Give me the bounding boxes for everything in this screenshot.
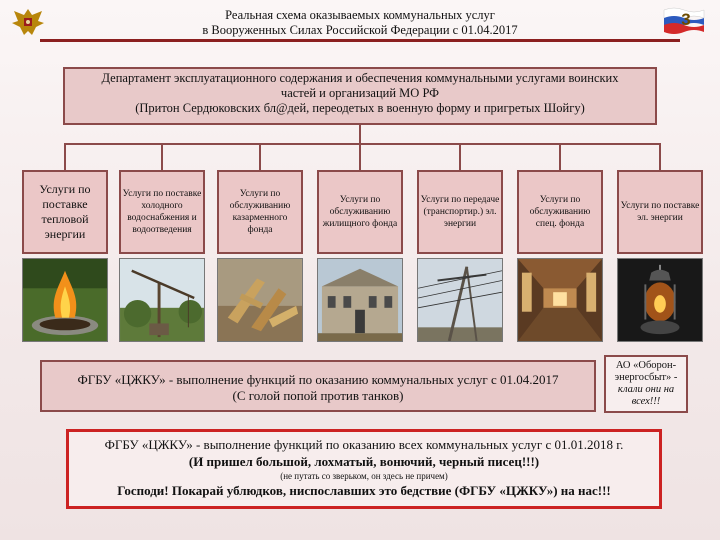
service-box-water xyxy=(119,170,205,254)
service-label: Услуги по обслуживанию спец. фонда xyxy=(529,195,591,229)
service-box-housing xyxy=(317,170,403,254)
service-label: Услуги по поставке эл. энергии xyxy=(620,201,700,223)
connector-drop xyxy=(64,143,66,171)
connector-drop xyxy=(459,143,461,171)
department-line-2: частей и организаций МО РФ xyxy=(280,86,440,100)
ao-line-4: всех!!! xyxy=(631,396,661,407)
service-label: Услуги по обслуживанию казарменного фонда xyxy=(229,189,291,235)
service-box-power-transmission xyxy=(417,170,503,254)
page-number: 3 xyxy=(681,10,691,29)
power-pole-photo xyxy=(417,258,503,342)
ao-line-2: энергосбыт» - xyxy=(614,372,678,383)
broken-furniture-photo xyxy=(217,258,303,342)
connector-drop xyxy=(659,143,661,171)
service-box-heat xyxy=(22,170,108,254)
ao-line-3: клали они на xyxy=(617,384,675,395)
title-line-2: в Вооруженных Силах Российской Федерации с 01.04.2017 xyxy=(202,23,518,37)
ao-box xyxy=(604,355,688,413)
department-line-1: Департамент эксплуатационного содержания и обеспечения коммунальными услугами воинских xyxy=(101,71,619,85)
well-photo xyxy=(119,258,205,342)
ruined-room-photo xyxy=(517,258,603,342)
title-line-1: Реальная схема оказываемых коммунальных услуг xyxy=(225,8,495,22)
connector-drop xyxy=(559,143,561,171)
bonfire-photo xyxy=(22,258,108,342)
final-line-4: Господи! Покарай ублюдков, ниспославших это бедствие (ФГБУ «ЦЖКУ») на нас!!! xyxy=(117,483,611,498)
final-line-1: ФГБУ «ЦЖКУ» - выполнение функций по оказанию всех коммунальных услуг с 01.01.2018 г. xyxy=(104,437,624,452)
header-divider xyxy=(40,39,680,42)
fgbu-box xyxy=(40,360,596,412)
service-label: Услуги по поставке тепловой энергии xyxy=(39,182,91,241)
eagle-emblem-icon xyxy=(8,5,48,39)
final-line-3: (не путать со зверьком, он здесь не причем) xyxy=(280,471,448,481)
service-label: Услуги по передаче (транспортир.) эл. энергии xyxy=(420,195,500,229)
fgbu-line-1: ФГБУ «ЦЖКУ» - выполнение функций по оказанию коммунальных услуг с 01.04.2017 xyxy=(77,372,559,387)
department-box xyxy=(63,67,657,125)
connector-bus xyxy=(64,143,661,145)
connector-trunk xyxy=(359,125,361,144)
service-box-special-fund xyxy=(517,170,603,254)
ao-line-1: АО «Оборон- xyxy=(615,360,677,371)
connector-drop xyxy=(259,143,261,171)
service-box-barracks xyxy=(217,170,303,254)
department-line-3: (Притон Сердюковских бл@дей, переодетых в военную форму и пригретых Шойгу) xyxy=(135,101,585,115)
service-box-electricity xyxy=(617,170,703,254)
old-building-photo xyxy=(317,258,403,342)
final-box xyxy=(66,429,662,509)
connector-drop xyxy=(359,143,361,171)
page-title xyxy=(120,8,600,38)
fgbu-line-2: (С голой попой против танков) xyxy=(232,388,404,403)
service-label: Услуги по поставке холодного водоснабжения и водоотведения xyxy=(122,189,202,235)
service-label: Услуги по обслуживанию жилищного фонда xyxy=(322,195,398,229)
final-line-2: (И пришел большой, лохматый, вонючий, черный писец!!!) xyxy=(188,454,540,469)
kerosene-lamp-photo xyxy=(617,258,703,342)
connector-drop xyxy=(161,143,163,171)
